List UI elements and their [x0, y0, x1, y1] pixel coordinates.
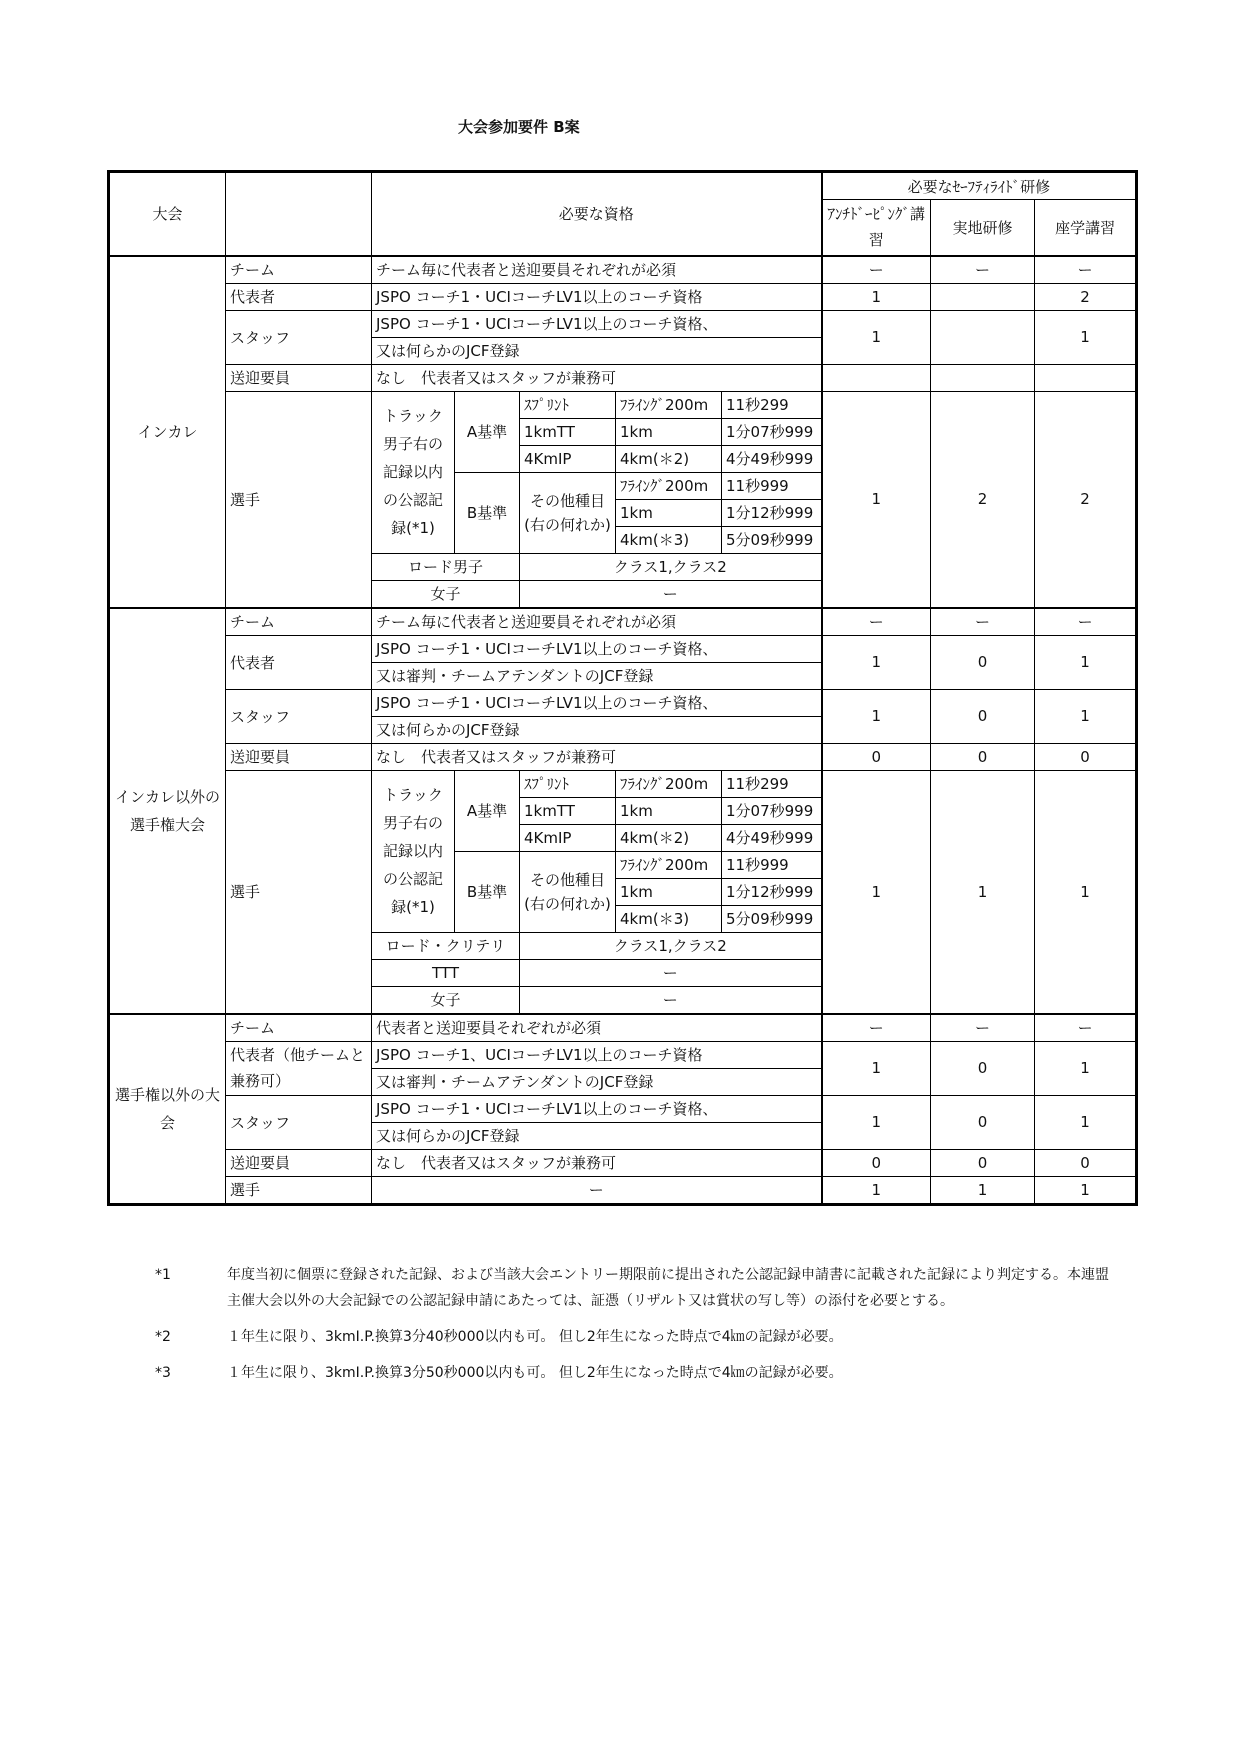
event-distance: 4km(＊2) — [616, 824, 722, 851]
record-time: 11秒299 — [722, 770, 822, 797]
antidoping-value: ー — [822, 256, 931, 284]
practical-value — [931, 364, 1035, 391]
lecture-value: 0 — [1035, 743, 1137, 770]
lecture-value: ー — [1035, 1014, 1137, 1042]
track-label: トラック男子右の記録以内の公認記録(*1) — [372, 391, 455, 553]
requirement-text: JSPO コーチ1・UCIコーチLV1以上のコーチ資格、 — [372, 689, 822, 716]
footnote — [155, 1360, 1115, 1386]
header-practical: 実地研修 — [931, 200, 1035, 256]
antidoping-value: 1 — [822, 689, 931, 743]
antidoping-value: ー — [822, 608, 931, 636]
footnote-mark: *3 — [155, 1365, 171, 1381]
b-standard: B基準 — [455, 851, 520, 932]
record-time: 11秒299 — [722, 391, 822, 418]
women-label: 女子 — [372, 986, 520, 1014]
lecture-value: 2 — [1035, 391, 1137, 608]
event-name: 1kmTT — [520, 797, 616, 824]
practical-value: 1 — [931, 1176, 1035, 1204]
event-distance: ﾌﾗｲﾝｸﾞ200m — [616, 391, 722, 418]
lecture-value: 1 — [1035, 1041, 1137, 1095]
event-distance: 1km — [616, 499, 722, 526]
event-name: ｽﾌﾟﾘﾝﾄ — [520, 391, 616, 418]
event-distance: ﾌﾗｲﾝｸﾞ200m — [616, 472, 722, 499]
event-name: 4KmIP — [520, 445, 616, 472]
lecture-value: ー — [1035, 256, 1137, 284]
header-qualification: 必要な資格 — [372, 172, 822, 256]
antidoping-value: 0 — [822, 743, 931, 770]
requirement-text: 又は何らかのJCF登録 — [372, 337, 822, 364]
footnote-text: １年生に限り、3kmI.P.換算3分50秒000以内も可。 但し2年生になった時点で4㎞の記録が必要。 — [227, 1365, 843, 1381]
event-distance: ﾌﾗｲﾝｸﾞ200m — [616, 770, 722, 797]
practical-value: 0 — [931, 743, 1035, 770]
requirement-text: 又は何らかのJCF登録 — [372, 716, 822, 743]
role-label: 選手 — [226, 1176, 372, 1204]
requirements-table — [107, 170, 1138, 1206]
role-label: 選手 — [226, 391, 372, 608]
lecture-value — [1035, 364, 1137, 391]
section-name: インカレ — [109, 256, 226, 608]
women-label: 女子 — [372, 580, 520, 608]
antidoping-value: 1 — [822, 1176, 931, 1204]
requirement-text: JSPO コーチ1・UCIコーチLV1以上のコーチ資格、 — [372, 1095, 822, 1122]
antidoping-value: 1 — [822, 770, 931, 1014]
antidoping-value: 1 — [822, 1041, 931, 1095]
track-label: トラック男子右の記録以内の公認記録(*1) — [372, 770, 455, 932]
lecture-value: 1 — [1035, 310, 1137, 364]
lecture-value: 1 — [1035, 1176, 1137, 1204]
role-label: スタッフ — [226, 310, 372, 364]
page-title: 大会参加要件 B案 — [458, 118, 580, 136]
event-distance: 1km — [616, 418, 722, 445]
practical-value: 2 — [931, 391, 1035, 608]
lecture-value: 1 — [1035, 1095, 1137, 1149]
antidoping-value: 1 — [822, 310, 931, 364]
requirement-text: JSPO コーチ1・UCIコーチLV1以上のコーチ資格 — [372, 283, 822, 310]
practical-value: 0 — [931, 1041, 1035, 1095]
requirement-text: なし 代表者又はスタッフが兼務可 — [372, 743, 822, 770]
header-safety: 必要なｾｰﾌﾃｨﾗｲﾄﾞ研修 — [822, 172, 1137, 200]
role-label: 送迎要員 — [226, 364, 372, 391]
record-time: 4分49秒999 — [722, 445, 822, 472]
event-distance: 4km(＊2) — [616, 445, 722, 472]
practical-value: ー — [931, 1014, 1035, 1042]
role-label: 送迎要員 — [226, 743, 372, 770]
lecture-value: 0 — [1035, 1149, 1137, 1176]
lecture-value: 2 — [1035, 283, 1137, 310]
role-label: チーム — [226, 1014, 372, 1042]
road-requirement: クラス1,クラス2 — [520, 553, 822, 580]
road-label: ロード・クリテリ — [372, 932, 520, 959]
road-label: ロード男子 — [372, 553, 520, 580]
ttt-requirement: ー — [520, 959, 822, 986]
women-requirement: ー — [520, 580, 822, 608]
record-time: 1分07秒999 — [722, 418, 822, 445]
lecture-value: 1 — [1035, 635, 1137, 689]
role-label: チーム — [226, 256, 372, 284]
lecture-value: ー — [1035, 608, 1137, 636]
antidoping-value: 1 — [822, 391, 931, 608]
event-distance: 4km(＊3) — [616, 526, 722, 553]
antidoping-value: 1 — [822, 635, 931, 689]
record-time: 1分07秒999 — [722, 797, 822, 824]
role-label: 代表者 — [226, 283, 372, 310]
role-label: チーム — [226, 608, 372, 636]
role-label: 選手 — [226, 770, 372, 1014]
event-distance: 1km — [616, 797, 722, 824]
practical-value — [931, 310, 1035, 364]
record-time: 1分12秒999 — [722, 499, 822, 526]
record-time: 5分09秒999 — [722, 526, 822, 553]
practical-value: ー — [931, 608, 1035, 636]
requirement-text: チーム毎に代表者と送迎要員それぞれが必須 — [372, 608, 822, 636]
footnote-mark: *2 — [155, 1329, 171, 1345]
event-distance: 1km — [616, 878, 722, 905]
event-name: その他種目(右の何れか) — [520, 851, 616, 932]
ttt-label: TTT — [372, 959, 520, 986]
role-label: 送迎要員 — [226, 1149, 372, 1176]
antidoping-value: ー — [822, 1014, 931, 1042]
event-name: ｽﾌﾟﾘﾝﾄ — [520, 770, 616, 797]
b-standard: B基準 — [455, 472, 520, 553]
road-requirement: クラス1,クラス2 — [520, 932, 822, 959]
footnote — [155, 1262, 1115, 1314]
practical-value: ー — [931, 256, 1035, 284]
practical-value: 1 — [931, 770, 1035, 1014]
requirement-text: 代表者と送迎要員それぞれが必須 — [372, 1014, 822, 1042]
role-label: スタッフ — [226, 1095, 372, 1149]
a-standard: A基準 — [455, 391, 520, 472]
practical-value: 0 — [931, 1149, 1035, 1176]
header-antidoping: ｱﾝﾁﾄﾞｰﾋﾟﾝｸﾞ講習 — [822, 200, 931, 256]
role-label: スタッフ — [226, 689, 372, 743]
practical-value: 0 — [931, 689, 1035, 743]
footnotes — [155, 1262, 1115, 1396]
record-time: 11秒999 — [722, 851, 822, 878]
antidoping-value: 0 — [822, 1149, 931, 1176]
antidoping-value: 1 — [822, 283, 931, 310]
requirement-text: 又は審判・チームアテンダントのJCF登録 — [372, 1068, 822, 1095]
header-tournament: 大会 — [109, 172, 226, 256]
requirement-text: JSPO コーチ1・UCIコーチLV1以上のコーチ資格、 — [372, 635, 822, 662]
women-requirement: ー — [520, 986, 822, 1014]
record-time: 4分49秒999 — [722, 824, 822, 851]
record-time: 5分09秒999 — [722, 905, 822, 932]
record-time: 1分12秒999 — [722, 878, 822, 905]
requirement-text: チーム毎に代表者と送迎要員それぞれが必須 — [372, 256, 822, 284]
requirement-text: なし 代表者又はスタッフが兼務可 — [372, 364, 822, 391]
section-name: インカレ以外の選手権大会 — [109, 608, 226, 1014]
lecture-value: 1 — [1035, 770, 1137, 1014]
event-distance: ﾌﾗｲﾝｸﾞ200m — [616, 851, 722, 878]
practical-value — [931, 283, 1035, 310]
lecture-value: 1 — [1035, 689, 1137, 743]
practical-value: 0 — [931, 635, 1035, 689]
practical-value: 0 — [931, 1095, 1035, 1149]
role-label: 代表者 — [226, 635, 372, 689]
requirement-text: なし 代表者又はスタッフが兼務可 — [372, 1149, 822, 1176]
footnote-text: １年生に限り、3kmI.P.換算3分40秒000以内も可。 但し2年生になった時点で4㎞の記録が必要。 — [227, 1329, 843, 1345]
a-standard: A基準 — [455, 770, 520, 851]
event-distance: 4km(＊3) — [616, 905, 722, 932]
role-label: 代表者（他チームと兼務可） — [226, 1041, 372, 1095]
requirement-text: 又は審判・チームアテンダントのJCF登録 — [372, 662, 822, 689]
requirement-text: JSPO コーチ1・UCIコーチLV1以上のコーチ資格、 — [372, 310, 822, 337]
header-role — [226, 172, 372, 256]
antidoping-value: 1 — [822, 1095, 931, 1149]
header-lecture: 座学講習 — [1035, 200, 1137, 256]
requirement-text: JSPO コーチ1、UCIコーチLV1以上のコーチ資格 — [372, 1041, 822, 1068]
record-time: 11秒999 — [722, 472, 822, 499]
event-name: 4KmIP — [520, 824, 616, 851]
section-name: 選手権以外の大会 — [109, 1014, 226, 1205]
requirement-text: ー — [372, 1176, 822, 1204]
antidoping-value — [822, 364, 931, 391]
footnote-text: 年度当初に個票に登録された記録、および当該大会エントリー期限前に提出された公認記録申請書に記載された記録により判定する。本連盟主催大会以外の大会記録での公認記録申請にあたっては、証憑（リザルト又は賞状の写し等）の添付を必要とする。 — [227, 1267, 1109, 1309]
requirement-text: 又は何らかのJCF登録 — [372, 1122, 822, 1149]
event-name: 1kmTT — [520, 418, 616, 445]
event-name: その他種目(右の何れか) — [520, 472, 616, 553]
footnote-mark: *1 — [155, 1267, 171, 1283]
footnote — [155, 1324, 1115, 1350]
